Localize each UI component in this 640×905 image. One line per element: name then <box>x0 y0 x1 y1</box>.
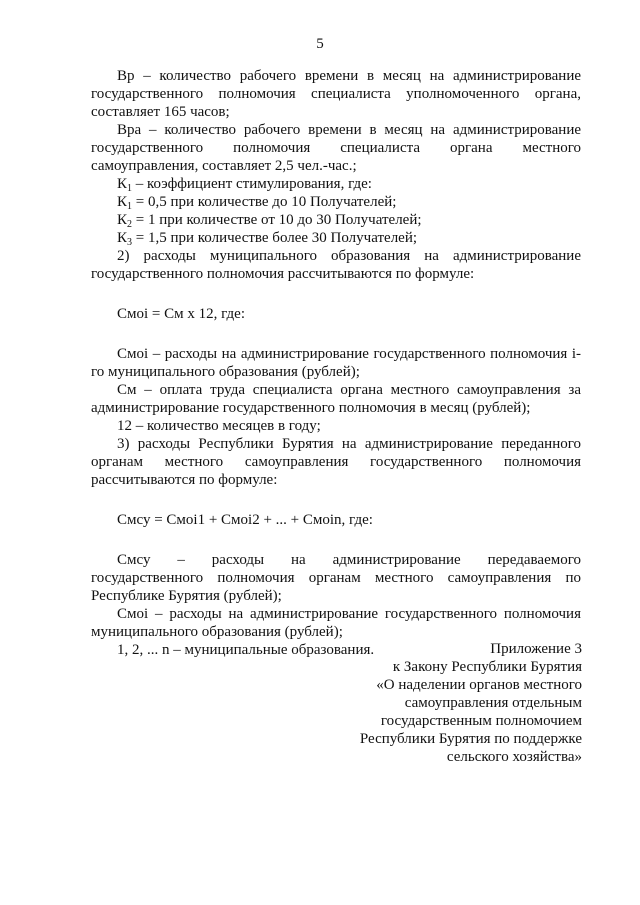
appendix-header <box>322 640 582 766</box>
paragraph-bra: Вра – количество рабочего времени в месяц на администрирование государственного полномочия специалиста органа местного самоуправления, составляет 2,5 чел.-час.; <box>91 122 581 174</box>
k1-definition: – коэффициент стимулирования, где: <box>132 176 372 192</box>
paragraph-k3-value <box>91 229 581 247</box>
paragraph-k2-value <box>91 211 581 229</box>
paragraph-n: 1, 2, ... n – муниципальные образования. <box>117 642 375 658</box>
k1-value: = 0,5 при количестве до 10 Получателей; <box>132 194 397 210</box>
appendix-line: сельского хозяйства» <box>446 749 582 765</box>
appendix-line: Приложение 3 <box>490 641 582 657</box>
page-number: 5 <box>316 36 324 52</box>
formula-smoi: Смоi = См х 12, где: <box>117 306 245 322</box>
k3-value: = 1,5 при количестве более 30 Получателей; <box>132 230 418 246</box>
subscript: 1 <box>127 201 133 212</box>
appendix-line: «О наделении органов местного <box>376 677 582 693</box>
k-symbol: К <box>117 176 128 192</box>
paragraph-item-3: 3) расходы Республики Бурятия на администрирование переданного органам местного самоуправления государственного полномочия рассчитываются по формуле: <box>91 436 581 488</box>
appendix-line: самоуправления отдельным <box>404 695 582 711</box>
paragraph-k1-def <box>91 175 581 193</box>
subscript: 2 <box>127 219 133 230</box>
paragraph-smsu: Смсу – расходы на администрирование передаваемого государственного полномочия органам местного самоуправления по Республике Бурятия (рублей); <box>91 552 581 604</box>
subscript: 3 <box>127 237 133 248</box>
paragraph-twelve: 12 – количество месяцев в году; <box>117 418 321 434</box>
paragraph-smoi: Смоi – расходы на администрирование государственного полномочия i-го муниципального образования (рублей); <box>91 346 581 380</box>
paragraph-sm: См – оплата труда специалиста органа местного самоуправления за администрирование государственного полномочия в месяц (рублей); <box>91 382 581 416</box>
formula-smsu: Смсу = Смоi1 + Смоi2 + ... + Смоin, где: <box>117 512 373 528</box>
paragraph-smoi-2: Смоi – расходы на администрирование государственного полномочия муниципального образования (рублей); <box>91 606 581 640</box>
paragraph-k1-value <box>91 193 581 211</box>
body-text <box>91 67 581 659</box>
paragraph-br: Вр – количество рабочего времени в месяц на администрирование государственного полномочия специалиста уполномоченного органа, составляет 165 часов; <box>91 68 581 120</box>
k-symbol: К <box>117 194 128 210</box>
appendix-line: Республики Бурятия по поддержке <box>359 731 582 747</box>
k-symbol: К <box>117 230 128 246</box>
appendix-line: к Закону Республики Бурятия <box>392 659 582 675</box>
paragraph-item-2: 2) расходы муниципального образования на администрирование государственного полномочия рассчитываются по формуле: <box>91 248 581 282</box>
k-symbol: К <box>117 212 128 228</box>
appendix-line: государственным полномочием <box>380 713 582 729</box>
subscript: 1 <box>127 183 133 194</box>
k2-value: = 1 при количестве от 10 до 30 Получателей; <box>132 212 422 228</box>
